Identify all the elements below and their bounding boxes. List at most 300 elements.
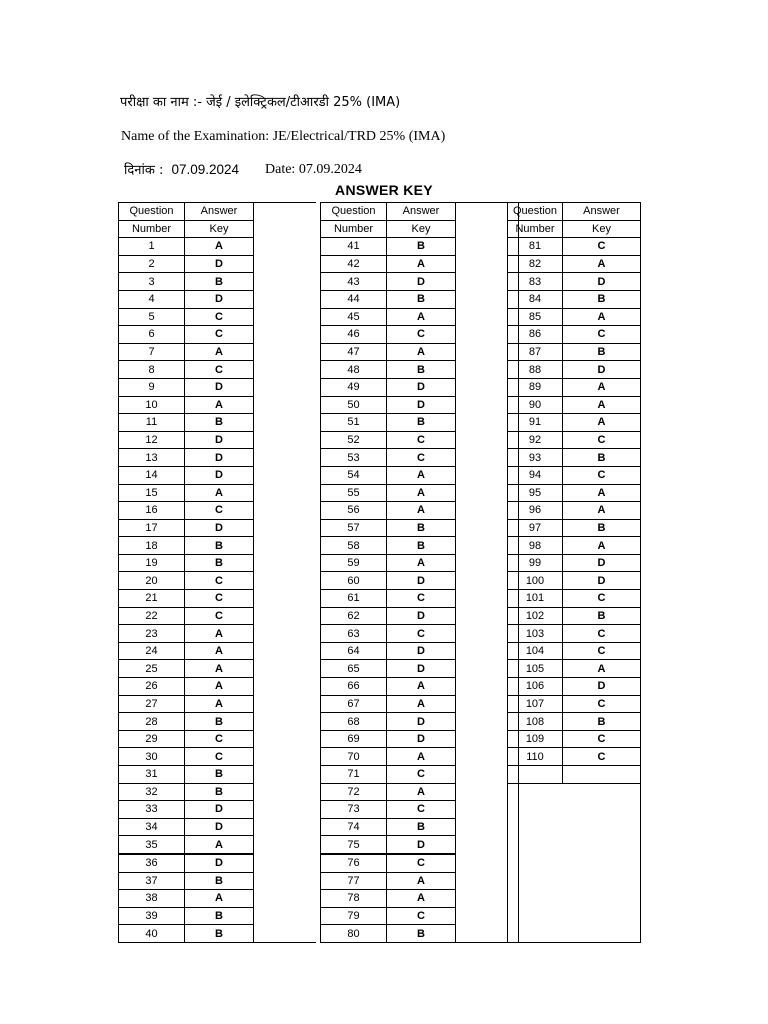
answer-key: B [185,925,254,943]
table-row [508,378,641,396]
answer-key: B [185,713,254,731]
empty-row [508,766,641,784]
question-number: 55 [321,484,387,502]
gap-cell [254,537,317,555]
answer-key: C [387,625,456,643]
answer-key: D [185,431,254,449]
answer-key: B [563,449,641,467]
gap-cell [254,836,317,854]
answer-key: D [387,273,456,291]
answer-header: Key [185,220,254,238]
table-row [508,449,641,467]
table-row [119,783,317,801]
table-row [119,554,317,572]
question-number: 20 [119,572,185,590]
table-row [119,872,317,890]
answer-key: C [387,907,456,925]
question-number: 16 [119,502,185,520]
answer-key: A [563,396,641,414]
question-number: 27 [119,695,185,713]
question-number: 62 [321,607,387,625]
table-row [508,414,641,432]
answer-key: A [563,414,641,432]
answer-key: A [387,890,456,908]
header-row [508,203,641,221]
answer-header: Answer [563,203,641,221]
table-row [321,554,519,572]
gap-cell [254,238,317,256]
answer-header: Answer [387,203,456,221]
table-row [321,713,519,731]
question-number: 17 [119,519,185,537]
table-row [508,431,641,449]
answer-key: B [387,537,456,555]
gap-cell [254,590,317,608]
table-row [508,361,641,379]
table-row [508,502,641,520]
question-number: 108 [508,713,563,731]
table-row [119,890,317,908]
table-row [321,678,519,696]
table-row [508,290,641,308]
empty-cell [508,766,563,784]
answer-key: A [563,255,641,273]
question-number: 85 [508,308,563,326]
table-row [321,255,519,273]
question-number: 110 [508,748,563,766]
table-row [119,273,317,291]
table-row [508,678,641,696]
table-row [119,255,317,273]
answer-key: A [563,537,641,555]
table-row [119,660,317,678]
answer-key: C [387,431,456,449]
gap-cell [254,203,317,221]
answer-key: A [563,378,641,396]
table-row [508,466,641,484]
answer-key: C [185,308,254,326]
answer-key: B [185,537,254,555]
question-number: 15 [119,484,185,502]
question-number: 99 [508,554,563,572]
question-number: 96 [508,502,563,520]
question-number: 14 [119,466,185,484]
answer-table-1 [118,202,316,943]
question-number: 47 [321,343,387,361]
answer-key: D [185,449,254,467]
answer-key: B [387,290,456,308]
table-row [508,273,641,291]
table-row [321,449,519,467]
table-row [321,818,519,836]
answer-key: B [563,290,641,308]
answer-key: C [563,695,641,713]
answer-key: C [387,590,456,608]
table-row [321,431,519,449]
answer-key: A [387,255,456,273]
question-number: 79 [321,907,387,925]
answer-key: A [387,748,456,766]
question-number: 26 [119,678,185,696]
answer-key: C [387,766,456,784]
table-row [321,572,519,590]
question-number: 49 [321,378,387,396]
question-header: Number [508,220,563,238]
table-row [119,818,317,836]
answer-key: C [185,502,254,520]
answer-key: B [387,414,456,432]
table-row [321,872,519,890]
question-number: 3 [119,273,185,291]
gap-cell [254,625,317,643]
table-row [119,854,317,872]
table-row [321,238,519,256]
answer-key: B [185,783,254,801]
table-row [119,361,317,379]
question-number: 101 [508,590,563,608]
question-number: 38 [119,890,185,908]
answer-key: A [185,625,254,643]
answer-key: D [185,255,254,273]
answer-key: D [387,607,456,625]
answer-key: D [563,273,641,291]
question-number: 74 [321,818,387,836]
answer-table-3 [507,202,641,943]
gap-cell [254,783,317,801]
table-row [321,414,519,432]
answer-key: A [387,695,456,713]
gap-cell [254,449,317,467]
gap-cell [254,554,317,572]
answer-key: C [387,854,456,872]
answer-key: B [563,343,641,361]
question-number: 83 [508,273,563,291]
table-row [321,308,519,326]
table-row [119,378,317,396]
table-row [321,502,519,520]
question-number: 52 [321,431,387,449]
answer-key: A [563,660,641,678]
answer-key: A [185,660,254,678]
exam-name-english: Name of the Examination: JE/Electrical/TRD 25% (IMA) [121,129,446,144]
question-number: 40 [119,925,185,943]
table-row [508,519,641,537]
gap-cell [254,502,317,520]
table-row [119,343,317,361]
question-number: 41 [321,238,387,256]
table-row [119,695,317,713]
gap-cell [254,678,317,696]
gap-cell [254,872,317,890]
answer-key: A [387,484,456,502]
gap-cell [254,713,317,731]
question-number: 53 [321,449,387,467]
table-row [119,466,317,484]
table-row [508,396,641,414]
table-row [321,519,519,537]
question-number: 9 [119,378,185,396]
answer-key: B [185,414,254,432]
answer-key: D [563,572,641,590]
table-row [321,890,519,908]
question-number: 93 [508,449,563,467]
answer-key: A [387,554,456,572]
table-row [321,695,519,713]
answer-key: D [185,818,254,836]
answer-key: A [387,466,456,484]
answer-key: A [387,872,456,890]
answer-key: C [185,590,254,608]
gap-cell [254,730,317,748]
answer-key: D [387,836,456,854]
gap-cell [254,326,317,344]
answer-key: C [563,730,641,748]
table-row [321,273,519,291]
question-number: 37 [119,872,185,890]
table-row [119,449,317,467]
table-row [321,607,519,625]
question-number: 1 [119,238,185,256]
gap-cell [254,484,317,502]
question-number: 19 [119,554,185,572]
question-number: 48 [321,361,387,379]
question-number: 109 [508,730,563,748]
answer-key: A [185,642,254,660]
answer-key: D [387,572,456,590]
table-row [119,801,317,819]
table-row [321,783,519,801]
question-number: 78 [321,890,387,908]
answer-key: B [563,713,641,731]
question-number: 91 [508,414,563,432]
table-row [508,713,641,731]
question-number: 66 [321,678,387,696]
answer-key: B [387,361,456,379]
question-number: 70 [321,748,387,766]
question-number: 24 [119,642,185,660]
answer-key: A [563,484,641,502]
table-row [321,642,519,660]
gap-cell [254,466,317,484]
table-row [321,590,519,608]
answer-key: B [185,907,254,925]
question-number: 34 [119,818,185,836]
table-row [321,854,519,872]
table-row [321,466,519,484]
answer-key: A [185,836,254,854]
table-row [321,836,519,854]
answer-key: C [185,607,254,625]
question-header: Question [508,203,563,221]
question-number: 94 [508,466,563,484]
date-hindi-value: 07.09.2024 [171,162,240,177]
header-row [508,220,641,238]
question-number: 46 [321,326,387,344]
answer-key: A [387,343,456,361]
table-row [508,695,641,713]
answer-header: Answer [185,203,254,221]
table-row [119,836,317,854]
gap-cell [254,607,317,625]
question-number: 43 [321,273,387,291]
question-number: 36 [119,854,185,872]
question-number: 56 [321,502,387,520]
answer-key: C [185,361,254,379]
question-number: 100 [508,572,563,590]
question-number: 2 [119,255,185,273]
question-number: 95 [508,484,563,502]
table-row [508,660,641,678]
answer-key: D [387,642,456,660]
table-row [508,326,641,344]
table-row [119,414,317,432]
gap-cell [254,660,317,678]
gap-cell [254,255,317,273]
table-row [508,730,641,748]
answer-key: A [185,238,254,256]
question-number: 105 [508,660,563,678]
question-number: 33 [119,801,185,819]
table-row [119,238,317,256]
table-row [508,255,641,273]
question-number: 18 [119,537,185,555]
question-number: 68 [321,713,387,731]
question-number: 90 [508,396,563,414]
answer-key: D [185,519,254,537]
table-row [508,343,641,361]
table-row [508,238,641,256]
question-number: 11 [119,414,185,432]
answer-key: A [563,308,641,326]
answer-key: B [563,519,641,537]
gap-cell [254,396,317,414]
gap-cell [254,748,317,766]
table-row [119,308,317,326]
table-row [119,572,317,590]
question-number: 57 [321,519,387,537]
answer-key: C [185,748,254,766]
question-number: 107 [508,695,563,713]
question-number: 73 [321,801,387,819]
table-row [321,484,519,502]
answer-key: C [563,466,641,484]
answer-key: C [185,572,254,590]
question-number: 12 [119,431,185,449]
table-row [119,713,317,731]
table-row [508,554,641,572]
answer-key: D [387,378,456,396]
gap-cell [254,290,317,308]
gap-cell [254,907,317,925]
answer-key: A [563,502,641,520]
gap-cell [254,414,317,432]
table-row [119,925,317,943]
question-number: 59 [321,554,387,572]
question-number: 6 [119,326,185,344]
table-row [119,519,317,537]
table-row [321,537,519,555]
question-number: 44 [321,290,387,308]
answer-key: A [387,678,456,696]
table-row [119,748,317,766]
table-row [119,607,317,625]
question-number: 106 [508,678,563,696]
question-number: 81 [508,238,563,256]
answer-key: C [185,730,254,748]
table-row [321,766,519,784]
gap-cell [254,925,317,943]
answer-key: D [387,730,456,748]
gap-cell [254,308,317,326]
header-row [321,203,519,221]
answer-key: C [563,748,641,766]
question-number: 23 [119,625,185,643]
answer-key: C [563,238,641,256]
table-row [508,537,641,555]
gap-cell [254,766,317,784]
question-number: 88 [508,361,563,379]
table-row [119,625,317,643]
question-number: 5 [119,308,185,326]
table-row [119,484,317,502]
answer-key: B [185,872,254,890]
question-header: Question [321,203,387,221]
answer-header: Key [387,220,456,238]
question-number: 28 [119,713,185,731]
answer-key: B [185,273,254,291]
table-row [508,642,641,660]
question-number: 51 [321,414,387,432]
question-number: 64 [321,642,387,660]
question-number: 30 [119,748,185,766]
gap-cell [254,695,317,713]
date-hindi [124,160,239,178]
question-number: 98 [508,537,563,555]
table-row [321,343,519,361]
table-row [321,290,519,308]
question-number: 92 [508,431,563,449]
gap-cell [254,890,317,908]
question-number: 54 [321,466,387,484]
table-row [321,730,519,748]
table-row [508,308,641,326]
date-hindi-label: दिनांक : [124,163,164,178]
gap-cell [254,572,317,590]
blank-area [508,783,641,942]
question-number: 39 [119,907,185,925]
question-number: 77 [321,872,387,890]
question-header: Question [119,203,185,221]
question-number: 76 [321,854,387,872]
question-number: 75 [321,836,387,854]
answer-key: D [563,678,641,696]
gap-cell [254,519,317,537]
answer-key: D [563,554,641,572]
answer-key: B [563,607,641,625]
question-number: 82 [508,255,563,273]
answer-key: D [387,660,456,678]
answer-key: D [387,713,456,731]
table-row [119,537,317,555]
answer-key: B [387,519,456,537]
question-number: 42 [321,255,387,273]
answer-key: B [387,238,456,256]
table-row [119,590,317,608]
table-row [508,748,641,766]
answer-key: A [387,502,456,520]
question-number: 31 [119,766,185,784]
gap-cell [254,801,317,819]
